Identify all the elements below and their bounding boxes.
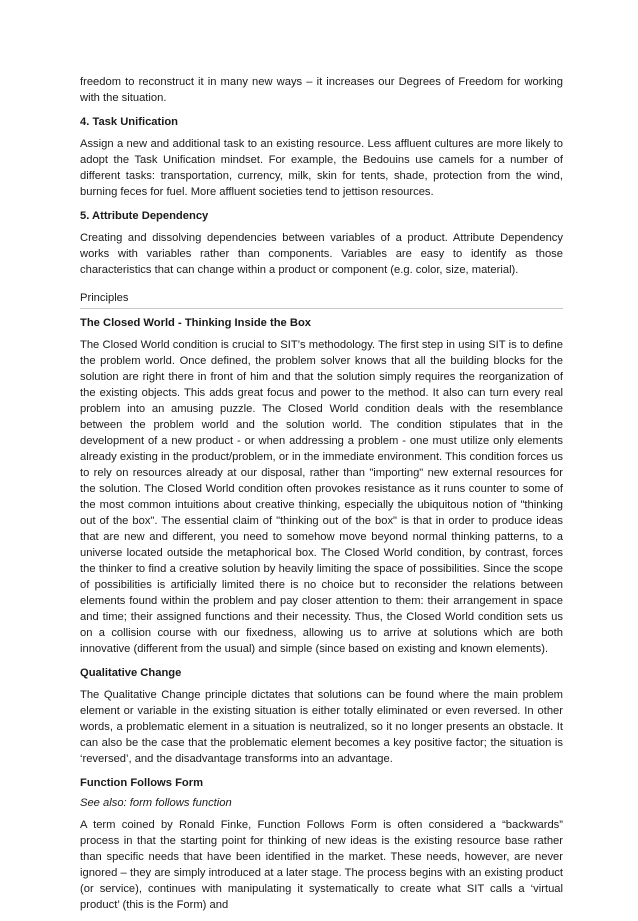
function-follows-form-body: A term coined by Ronald Finke, Function Follows Form is often considered a “backwards” process in that the starting point for thinking of new ideas is the existing resource base rather than specific needs that have been identified in the market. These needs, however, are never ignored – they are simply introduced at a later stage. The process begins with an existing product (or service), continues with manipulating it systematically to create what SIT calls a ‘virtual product’ (this is the Form) and: [80, 819, 563, 911]
principles-section-label: Principles: [80, 290, 563, 309]
see-also-note: See also: form follows function: [80, 797, 232, 809]
intro-paragraph: freedom to reconstruct it in many new ways – it increases our Degrees of Freedom for working with the situation.: [80, 76, 563, 104]
function-follows-form-heading: Function Follows Form: [80, 777, 204, 789]
qualitative-change-heading: Qualitative Change: [80, 667, 182, 679]
attribute-dependency-body: Creating and dissolving dependencies between variables of a product. Attribute Dependency works with variables rather than components. Variables are easy to identify as those characteristics that can change within a product or component (e.g. color, size, material).: [80, 232, 563, 276]
closed-world-heading: The Closed World - Thinking Inside the Box: [80, 317, 312, 329]
document-page: [80, 74, 563, 921]
qualitative-change-body: The Qualitative Change principle dictates that solutions can be found where the main problem element or variable in the existing situation is either totally eliminated or even reversed. In other words, a problematic element in a situation is neutralized, so it no longer presents an obstacle. It can also be the case that the problematic element becomes a key positive factor; the situation is ‘reversed’, and the disadvantage transforms into an advantage.: [80, 689, 563, 765]
attribute-dependency-heading: 5. Attribute Dependency: [80, 210, 209, 222]
task-unification-body: Assign a new and additional task to an existing resource. Less affluent cultures are more likely to adopt the Task Unification mindset. For example, the Bedouins use camels for a number of different tasks: transportation, currency, milk, skin for tents, shade, protection from the wind, burning feces for fuel. More affluent societies tend to jettison resources.: [80, 138, 563, 198]
closed-world-body: The Closed World condition is crucial to SIT’s methodology. The first step in using SIT is to define the problem world. Once defined, the problem solver knows that all the building blocks for the solution are right there in front of him and that the solution simply requires the reorganization of the existing objects. This adds great focus and power to the method. It also can turn every real problem into an amusing puzzle. The Closed World condition deals with the resemblance between the problem world and the solution world. The condition stipulates that in the development of a new product - or when addressing a problem - one must utilize only elements already existing in the product/problem, or in the immediate environment. This condition forces us to rely on resources already at our disposal, rather than "importing" new external resources for the solution. The Closed World condition often provokes resistance as it runs counter to some of the most common intuitions about creative thinking, especially the ubiquitous notion of "thinking out of the box". The essential claim of "thinking out of the box" is that in order to produce ideas that are new and different, you need to somehow move beyond normal thinking patterns, to a universe located outside the metaphorical box. The Closed World condition, by contrast, forces the thinker to find a creative solution by heavily limiting the space of possibilities. Since the scope of possibilities is artificially limited there is no choice but to reconsider the relations between elements found within the problem and pay closer attention to them: their arrangement in space and time; their assigned functions and their necessity. Thus, the Closed World condition sets us on a collision course with our fixedness, allowing us to arrive at solutions which are both innovative (different from the usual) and simple (since based on existing and known elements).: [80, 339, 563, 655]
task-unification-heading: 4. Task Unification: [80, 116, 179, 128]
